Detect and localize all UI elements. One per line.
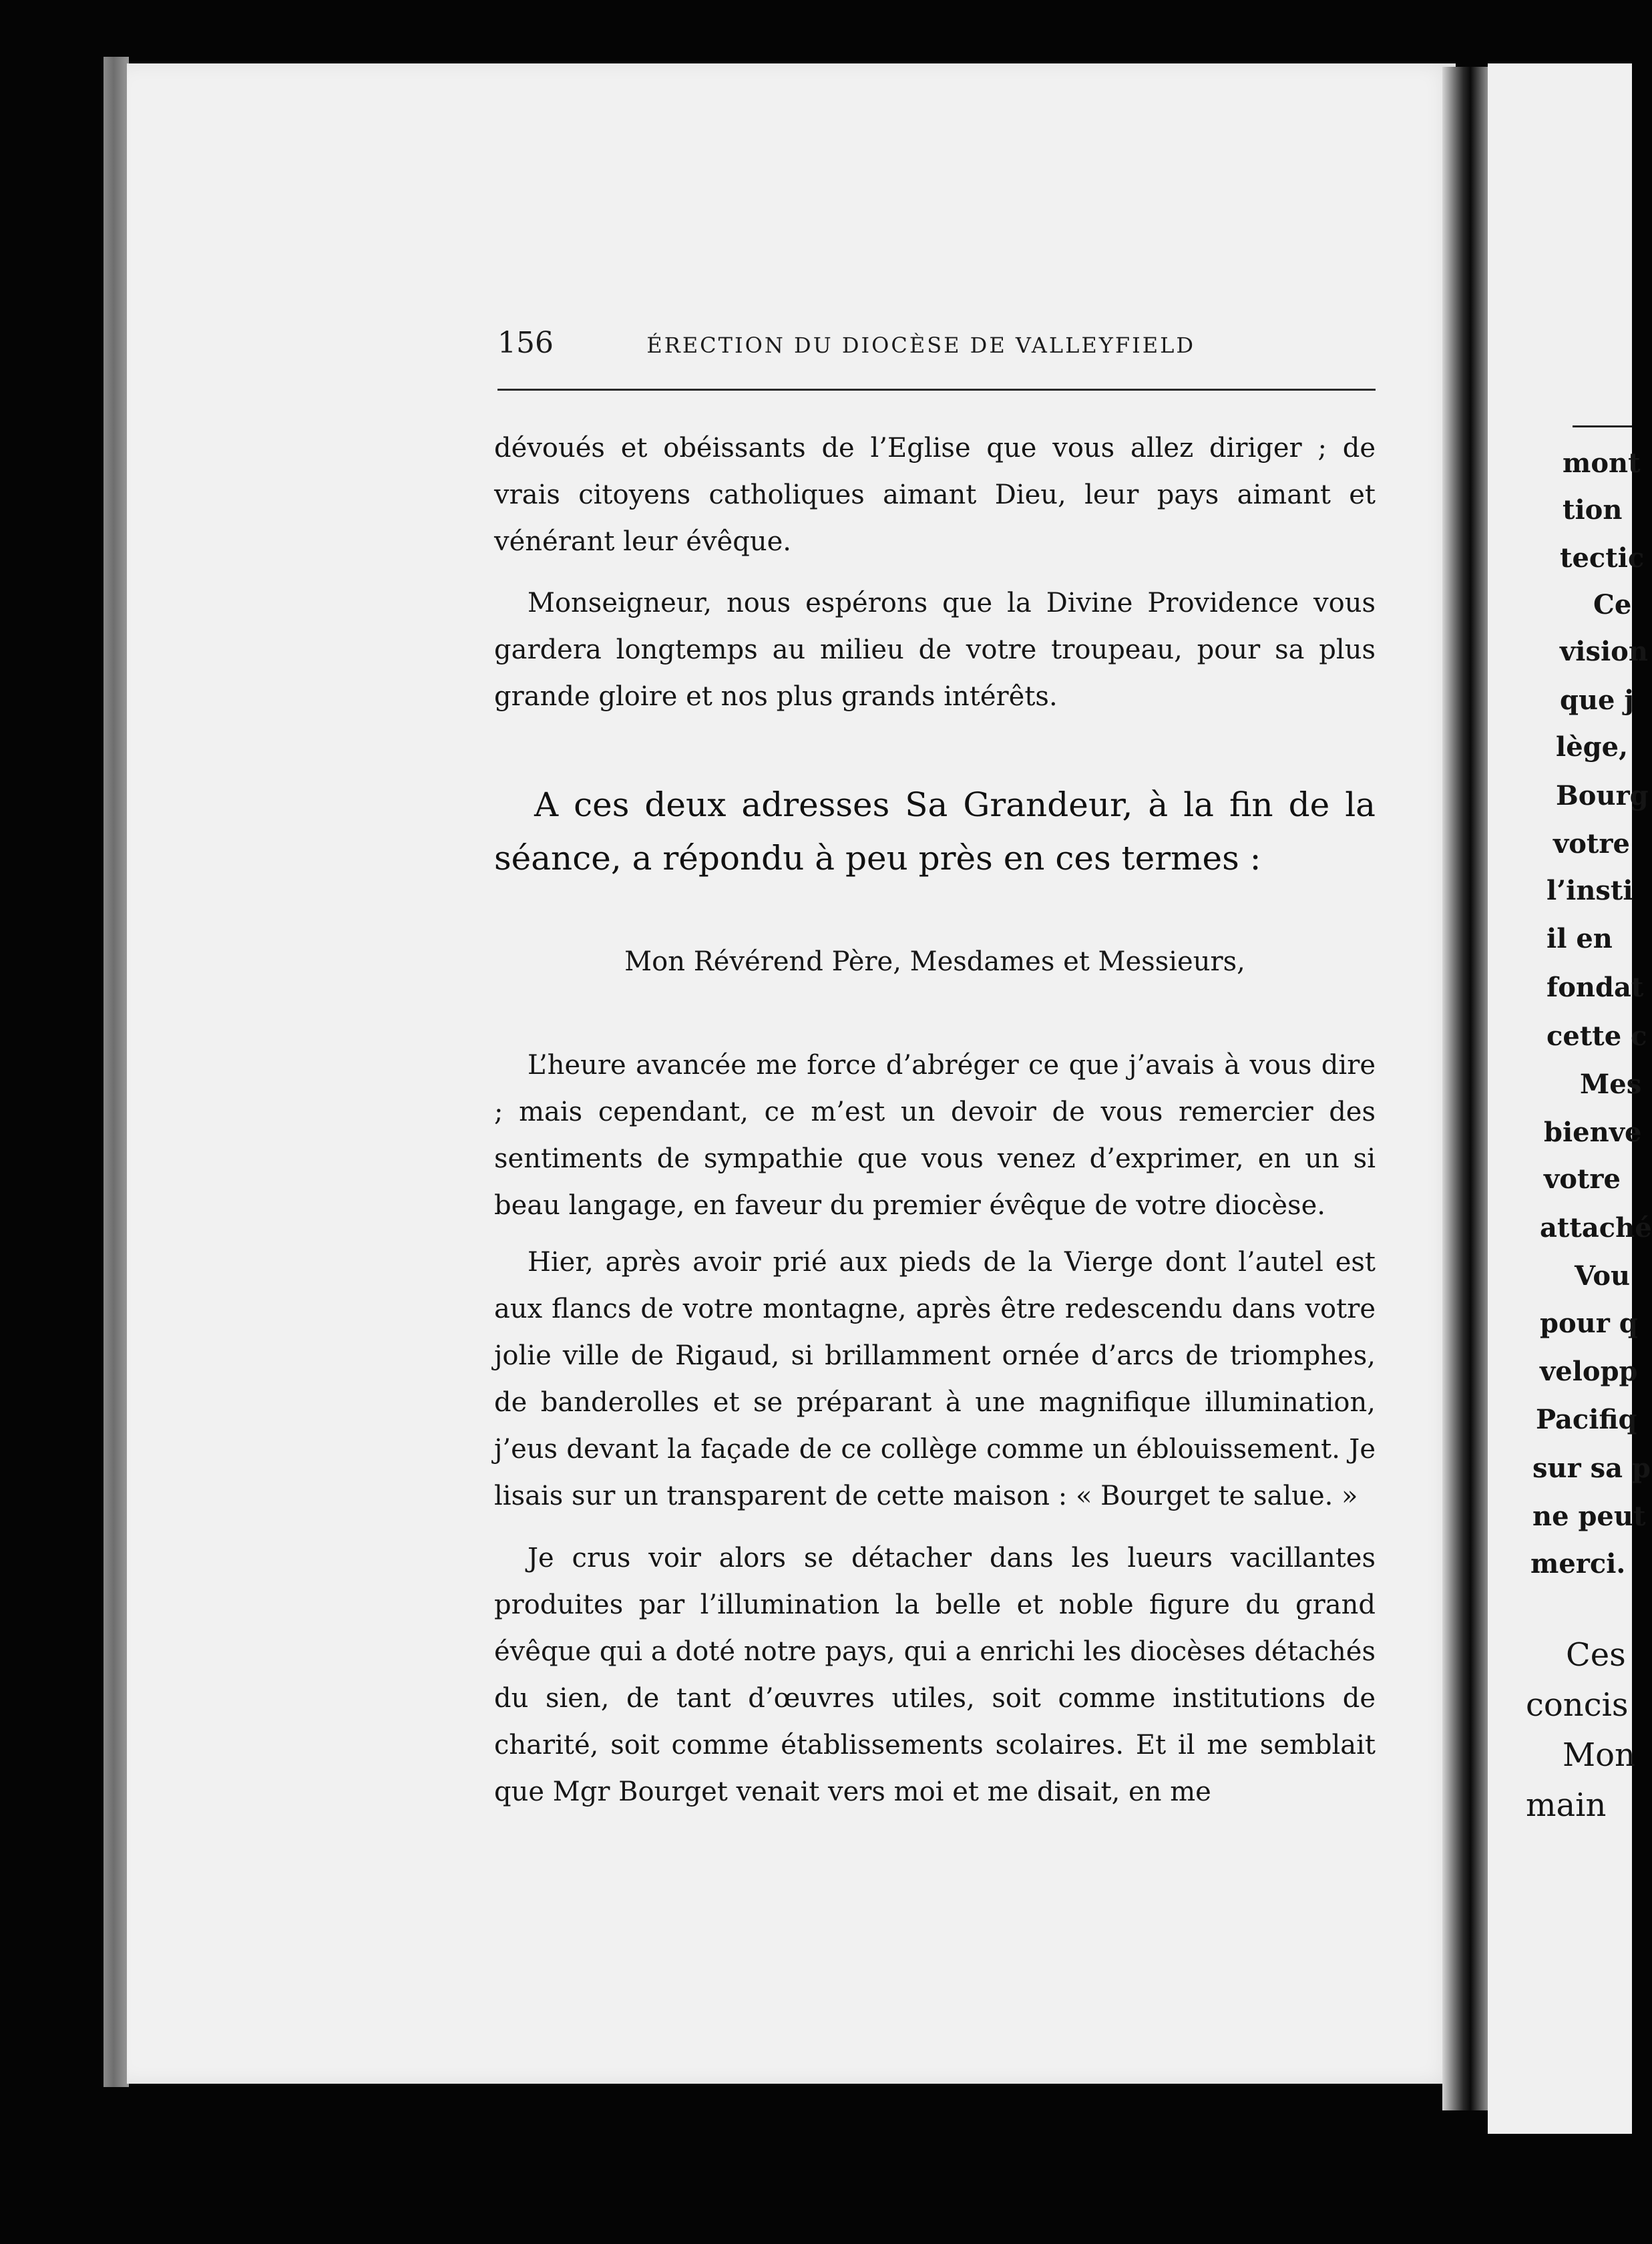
paragraph-1 xyxy=(494,425,1376,565)
right-page-line-fragment: lège, xyxy=(1556,731,1628,763)
right-page-line-fragment: sur sa p xyxy=(1532,1453,1651,1484)
right-page-line-fragment: attaché xyxy=(1540,1212,1652,1244)
right-page-line-fragment: mont xyxy=(1563,447,1641,479)
right-page-line-fragment: il en xyxy=(1546,923,1613,954)
right-page-line-fragment: Ces xyxy=(1566,1636,1626,1674)
page-number: 156 xyxy=(497,326,554,360)
right-page-line-fragment: main xyxy=(1526,1787,1607,1824)
right-page-line-fragment: vision xyxy=(1560,636,1648,667)
running-header xyxy=(497,326,1376,360)
right-page-line-fragment: Ce xyxy=(1593,589,1632,620)
right-page-line-fragment: pour q xyxy=(1540,1308,1638,1339)
right-page-line-fragment: votre xyxy=(1544,1163,1621,1195)
right-page-line-fragment: Bourg xyxy=(1556,780,1649,811)
running-title: ÉRECTION DU DIOCÈSE DE VALLEYFIELD xyxy=(646,333,1195,358)
right-page-line-fragment: que j xyxy=(1560,685,1634,716)
book-edge xyxy=(104,57,129,2087)
right-page-line-fragment: bienve xyxy=(1544,1117,1642,1148)
paragraph-5 xyxy=(494,1535,1376,1815)
right-page-line-fragment: merci. xyxy=(1530,1548,1626,1579)
right-page-line-fragment: fondat xyxy=(1546,972,1644,1003)
right-page-line-fragment: concis xyxy=(1526,1686,1629,1724)
paragraph-text: Hier, après avoir prié aux pieds de la Vierge dont l’autel est aux flancs de votre montagne, après être redescendu dans votre jolie ville de Rigaud, si brillamment ornée d’arcs de triomphes, de banderolles et se préparant à une magnifique illumination, j’eus devant la façade de ce collège comme un éblouissement. Je lisais sur un transparent de cette maison : « Bourget te salue. » xyxy=(494,1247,1376,1511)
right-page-fragments xyxy=(1488,0,1652,2244)
right-page-line-fragment: Mes xyxy=(1580,1069,1642,1100)
right-page-line-fragment: Vou xyxy=(1575,1260,1631,1292)
paragraph-text: Monseigneur, nous espérons que la Divine Providence vous gardera longtemps au milieu de votre troupeau, pour sa plus grande gloire et nos plus grands intérêts. xyxy=(494,588,1376,712)
paragraph-2 xyxy=(494,580,1376,720)
paragraph-3 xyxy=(494,1042,1376,1229)
paragraph-text: dévoués et obéissants de l’Eglise que vous allez diriger ; de vrais citoyens catholiques aimant Dieu, leur pays aimant et vénérant leur évêque. xyxy=(494,433,1376,557)
paragraph-text: Je crus voir alors se détacher dans les lueurs vacillantes produites par l’illumination la belle et noble figure du grand évêque qui a doté notre pays, qui a enrichi les diocèses détachés du sien, de tant d’œuvres utiles, soit comme institutions de charité, soit comme établissements scolaires. Et il me semblait que Mgr Bourget venait vers moi et me disait, en me xyxy=(494,1543,1376,1807)
right-page-line-fragment: tion xyxy=(1563,494,1623,526)
header-rule xyxy=(497,389,1376,391)
paragraph-4 xyxy=(494,1239,1376,1519)
right-page-line-fragment: Pacifiq xyxy=(1536,1404,1637,1435)
paragraph-text: L’heure avancée me force d’abréger ce que j’avais à vous dire ; mais cependant, ce m’est un devoir de vous remercier des sentiments de sympathie que vous venez d’exprimer, en un si beau langage, en faveur du premier évêque de votre diocèse. xyxy=(494,1050,1376,1221)
salutation-line: Mon Révérend Père, Mesdames et Messieurs, xyxy=(624,946,1245,977)
right-page-line-fragment: Mon xyxy=(1563,1736,1635,1774)
right-page-line-fragment: ne peut xyxy=(1532,1501,1646,1532)
right-page-line-fragment: votre xyxy=(1553,828,1630,860)
right-page-line-fragment: tectic xyxy=(1560,542,1645,574)
right-page-line-fragment: l’insti xyxy=(1546,875,1633,906)
narration-paragraph: A ces deux adresses Sa Grandeur, à la fin de la séance, a répondu à peu près en ces termes : xyxy=(494,785,1376,878)
right-page-line-fragment: velopp xyxy=(1540,1356,1638,1387)
right-page-line-fragment: cette c xyxy=(1546,1020,1647,1052)
book-gutter xyxy=(1442,67,1489,2110)
